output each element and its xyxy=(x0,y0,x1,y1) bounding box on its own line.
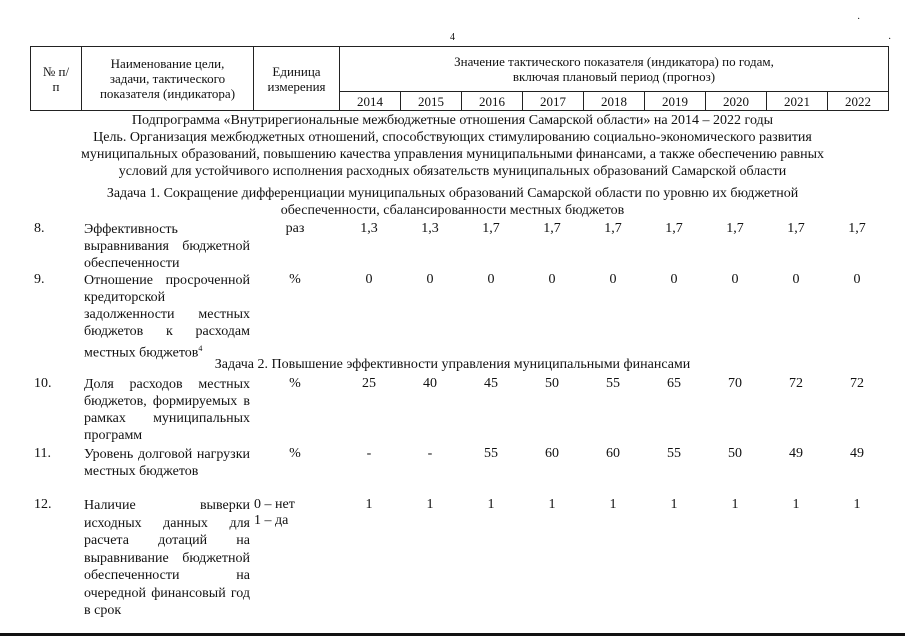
row-unit: раз xyxy=(285,221,305,236)
row-value: 55 xyxy=(667,446,681,461)
task1-title: обеспеченности, сбалансированности местных бюджетов xyxy=(280,203,625,218)
row-value: 0 xyxy=(609,272,617,287)
row-name: Наличие выверки исходных данных для расчета дотаций на выравнивание бюджетной обеспеченности на очередной финансовый год в срок xyxy=(84,498,250,618)
row-value: 1,7 xyxy=(726,221,744,236)
scan-bottom-edge xyxy=(0,633,905,636)
year-cell: 2020 xyxy=(706,92,767,111)
row-value: 1 xyxy=(365,497,373,512)
row-value: 72 xyxy=(850,376,864,391)
header-col-unit: Единица измерения xyxy=(254,47,340,111)
row-value: 1 xyxy=(548,497,556,512)
row-value: 60 xyxy=(606,446,620,461)
row-name: Доля расходов местных бюджетов, формируемых в рамках муниципальных программ xyxy=(84,377,250,443)
row-value: 55 xyxy=(484,446,498,461)
header-col-values: Значение тактического показателя (индикатора) по годам, включая плановый период (прогноз) xyxy=(340,47,889,92)
row-value: 1,7 xyxy=(482,221,500,236)
row-value: 1 xyxy=(853,497,861,512)
row-value: 49 xyxy=(789,446,803,461)
row-unit: % xyxy=(289,272,301,287)
row-value: 49 xyxy=(850,446,864,461)
row-value: 0 xyxy=(487,272,495,287)
row-value: 1 xyxy=(792,497,800,512)
row-value: 0 xyxy=(365,272,373,287)
year-cell: 2018 xyxy=(584,92,645,111)
row-value: 1,7 xyxy=(665,221,683,236)
row-value: 0 xyxy=(853,272,861,287)
scan-dot: · xyxy=(857,14,861,25)
row-value: 1 xyxy=(487,497,495,512)
row-value: 45 xyxy=(484,376,498,391)
year-cell: 2015 xyxy=(401,92,462,111)
row-value: 1,3 xyxy=(421,221,439,236)
row-value: - xyxy=(366,446,372,461)
row-number: 8. xyxy=(34,221,45,236)
row-value: - xyxy=(427,446,433,461)
year-cell: 2014 xyxy=(340,92,401,111)
footnote-mark: 4 xyxy=(198,344,203,353)
year-cell: 2021 xyxy=(767,92,828,111)
row-value: 0 xyxy=(670,272,678,287)
row-unit: 0 – нет 1 – да xyxy=(254,497,295,528)
row-value: 60 xyxy=(545,446,559,461)
goal-line: Цель. Организация межбюджетных отношений, способствующих стимулированию социально-экономического развития xyxy=(93,130,812,145)
year-cell: 2019 xyxy=(645,92,706,111)
row-value: 1 xyxy=(426,497,434,512)
row-value: 1 xyxy=(670,497,678,512)
header-col-name: Наименование цели, задачи, тактического показателя (индикатора) xyxy=(82,47,254,111)
row-value: 1 xyxy=(609,497,617,512)
row-name: Уровень долговой нагрузки местных бюджетов xyxy=(84,447,250,479)
task1-title: Задача 1. Сокращение дифференциации муниципальных образований Самарской области по уровню их бюджетной xyxy=(106,186,799,201)
row-value: 72 xyxy=(789,376,803,391)
row-value: 1,7 xyxy=(848,221,866,236)
row-value: 25 xyxy=(362,376,376,391)
page-number: 4 xyxy=(450,32,455,43)
goal-line: условий для устойчивого исполнения расходных обязательств муниципальных образований Самарской области xyxy=(118,164,787,179)
row-value: 1,7 xyxy=(787,221,805,236)
row-value: 0 xyxy=(731,272,739,287)
row-number: 9. xyxy=(34,272,45,287)
row-value: 0 xyxy=(792,272,800,287)
row-value: 70 xyxy=(728,376,742,391)
row-value: 50 xyxy=(545,376,559,391)
row-value: 1,3 xyxy=(360,221,378,236)
indicator-table-header xyxy=(30,46,889,111)
row-unit: % xyxy=(289,446,301,461)
row-value: 50 xyxy=(728,446,742,461)
row-value: 0 xyxy=(548,272,556,287)
row-value: 1,7 xyxy=(543,221,561,236)
year-cell: 2017 xyxy=(523,92,584,111)
task2-title: Задача 2. Повышение эффективности управления муниципальными финансами xyxy=(214,357,691,372)
row-unit: % xyxy=(289,376,301,391)
year-cell: 2016 xyxy=(462,92,523,111)
row-number: 10. xyxy=(34,376,52,391)
subprogram-title: Подпрограмма «Внутрирегиональные межбюджетные отношения Самарской области» на 2014 – 2022 годы xyxy=(131,113,774,128)
row-value: 1 xyxy=(731,497,739,512)
row-value: 0 xyxy=(426,272,434,287)
row-name: Эффективность выравнивания бюджетной обеспеченности xyxy=(84,222,250,271)
row-value: 55 xyxy=(606,376,620,391)
row-value: 40 xyxy=(423,376,437,391)
row-number: 12. xyxy=(34,497,52,512)
row-value: 1,7 xyxy=(604,221,622,236)
goal-line: муниципальных образований, повышению качества управления муниципальными финансами, а также обеспечению равных xyxy=(80,147,825,162)
row-value: 65 xyxy=(667,376,681,391)
year-cell: 2022 xyxy=(828,92,889,111)
row-name: Отношение просроченной кредиторской задолженности местных бюджетов к расходам местных бюджетов$^4$ xyxy=(84,273,250,361)
row-number: 11. xyxy=(34,446,51,461)
header-col-num: № п/п xyxy=(31,47,82,111)
scan-dot: · xyxy=(888,34,892,45)
